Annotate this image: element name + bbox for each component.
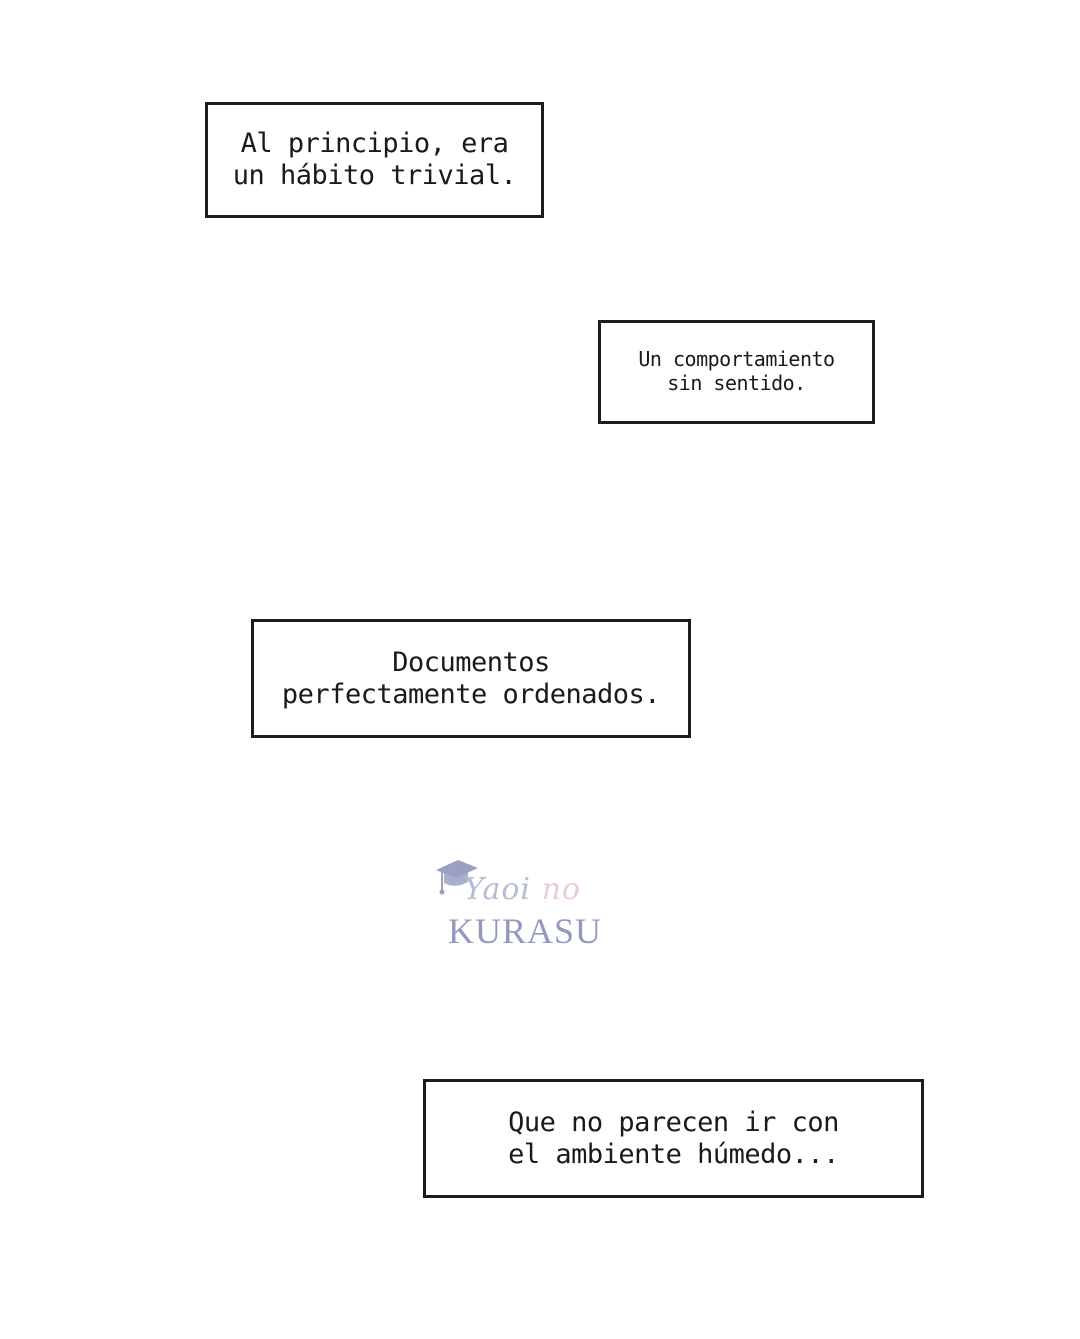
watermark-name: KURASU: [448, 911, 603, 951]
caption-line: sin sentido.: [667, 371, 806, 395]
caption-line: el ambiente húmedo...: [508, 1138, 839, 1170]
caption-line: Documentos: [392, 646, 550, 678]
caption-text-3: [282, 647, 660, 711]
caption-box-4: [423, 1079, 924, 1198]
caption-line: Un comportamiento: [638, 347, 835, 372]
watermark-script-part1: Yaoi: [464, 872, 532, 907]
caption-box-2: [598, 320, 875, 424]
caption-text-4: [508, 1107, 839, 1171]
caption-box-3: [251, 619, 691, 738]
watermark-logo: [430, 852, 610, 952]
caption-text-1: [233, 128, 517, 192]
caption-line: perfectamente ordenados.: [281, 678, 661, 710]
caption-text-2: [638, 348, 834, 395]
caption-line: un hábito trivial.: [232, 160, 517, 191]
caption-line: Que no parecen ir con: [508, 1106, 839, 1138]
caption-line: Al principio, era: [240, 128, 509, 160]
caption-box-1: [205, 102, 544, 218]
watermark-script-part2: no: [531, 872, 581, 907]
watermark-script-text: [464, 872, 581, 907]
